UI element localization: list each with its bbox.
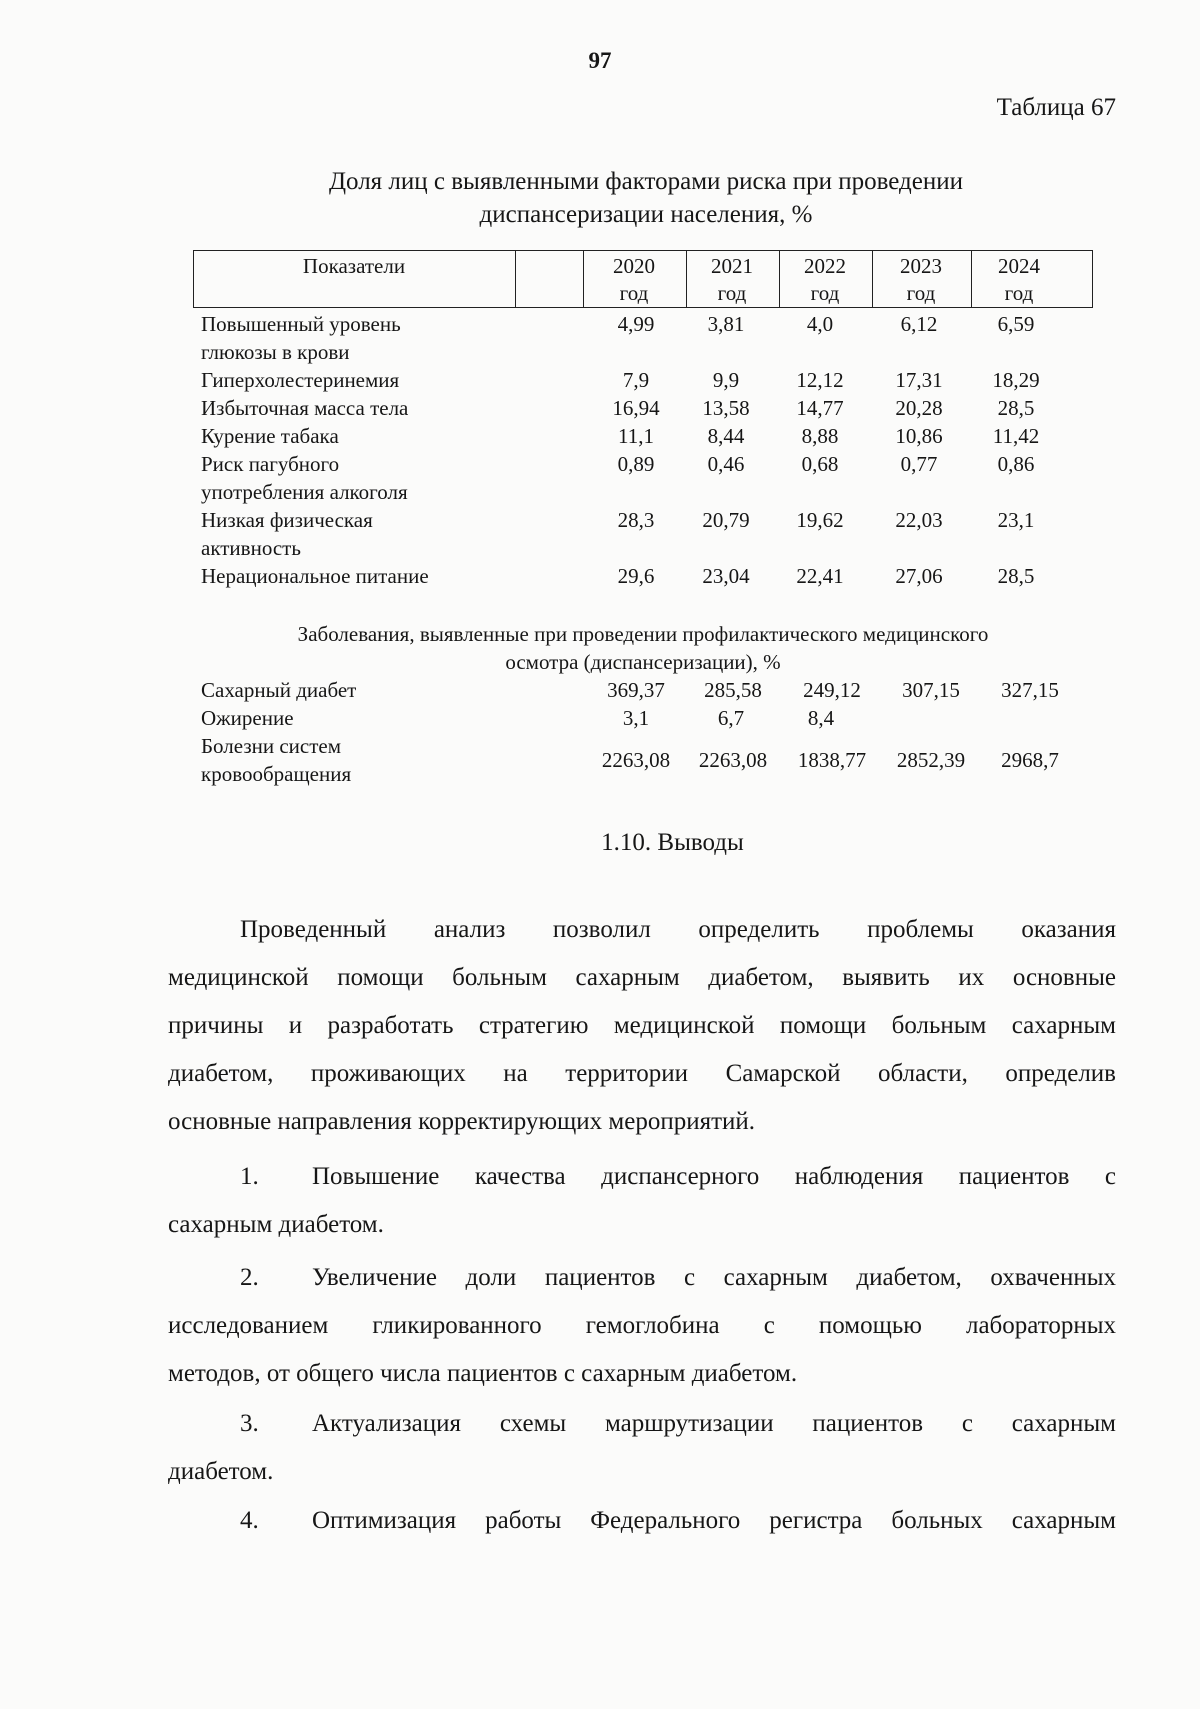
row-label xyxy=(201,450,501,506)
list-item xyxy=(168,1400,1116,1496)
row-label-line: Риск пагубного xyxy=(201,452,340,476)
cell-value: 23,04 xyxy=(702,564,750,588)
cell-value: 327,15 xyxy=(1001,678,1059,702)
cell-value: 1838,77 xyxy=(797,748,867,772)
header-year: 2021 xyxy=(711,254,753,278)
paragraph-line: Проведенный анализ позволил определить проблемы оказания xyxy=(240,916,1116,943)
cell-value: 4,0 xyxy=(806,312,834,336)
cell-value: 7,9 xyxy=(622,368,650,392)
cell-value: 28,3 xyxy=(617,508,655,532)
row-label xyxy=(201,366,501,394)
cell-value: 19,62 xyxy=(796,508,844,532)
cell-value: 249,12 xyxy=(803,678,861,702)
row-label-line: кровообращения xyxy=(201,762,352,786)
row-label xyxy=(201,422,501,450)
cell-value: 6,59 xyxy=(997,312,1035,336)
cell-value: 16,94 xyxy=(612,396,660,420)
cell-value: 20,28 xyxy=(895,396,943,420)
header-year-2023 xyxy=(871,253,971,307)
row-label-line: употребления алкоголя xyxy=(201,480,408,504)
paragraph-line: основные направления корректирующих мероприятий. xyxy=(168,1108,756,1135)
row-label-line: Низкая физическая xyxy=(201,508,373,532)
cell-value: 11,42 xyxy=(992,424,1040,448)
table-header xyxy=(193,250,1093,308)
header-year-unit: год xyxy=(810,281,840,305)
header-year-2022 xyxy=(775,253,875,307)
cell-value: 6,12 xyxy=(900,312,938,336)
row-label xyxy=(201,394,501,422)
risk-factors-table xyxy=(193,250,1093,588)
disease-subtitle-line: осмотра (диспансеризации), % xyxy=(505,650,781,674)
header-year-unit: год xyxy=(717,281,747,305)
list-item-number: 1. xyxy=(240,1163,259,1190)
cell-value: 12,12 xyxy=(796,368,844,392)
row-label xyxy=(201,676,501,704)
cell-value: 0,77 xyxy=(900,452,938,476)
row-label xyxy=(201,562,501,590)
row-label-line: активность xyxy=(201,536,301,560)
list-item-number: 2. xyxy=(240,1264,259,1291)
header-indicators: Показатели xyxy=(302,254,406,278)
cell-value: 0,68 xyxy=(801,452,839,476)
disease-subtitle-line: Заболевания, выявленные при проведении профилактического медицинского xyxy=(297,622,989,646)
cell-value: 2968,7 xyxy=(1001,748,1059,772)
row-label-line: Нерациональное питание xyxy=(201,564,429,588)
row-label xyxy=(201,310,501,366)
header-year-unit: год xyxy=(1004,281,1034,305)
cell-value: 2852,39 xyxy=(896,748,966,772)
cell-value: 11,1 xyxy=(618,424,654,448)
table-label: Таблица 67 xyxy=(996,94,1116,121)
disease-subtitle xyxy=(193,620,1093,676)
list-item xyxy=(168,1254,1116,1398)
section-heading: 1.10. Выводы xyxy=(601,829,744,856)
cell-value: 8,4 xyxy=(807,706,835,730)
header-year-unit: год xyxy=(906,281,936,305)
cell-value: 2263,08 xyxy=(698,748,768,772)
paragraph-line: сахарным диабетом. xyxy=(168,1211,384,1238)
cell-value: 0,86 xyxy=(997,452,1035,476)
cell-value: 369,37 xyxy=(607,678,665,702)
cell-value: 3,1 xyxy=(622,706,650,730)
cell-value: 3,81 xyxy=(707,312,745,336)
cell-value: 9,9 xyxy=(712,368,740,392)
page-number: 97 xyxy=(588,48,612,73)
table-title-line: диспансеризации населения, % xyxy=(479,201,813,228)
list-item-text: Актуализация схемы маршрутизации пациентов с сахарным xyxy=(312,1410,1116,1437)
list-item-text: Повышение качества диспансерного наблюдения пациентов с xyxy=(312,1163,1116,1190)
cell-value: 0,46 xyxy=(707,452,745,476)
row-label-line: Повышенный уровень xyxy=(201,312,401,336)
paragraph-line: исследованием гликированного гемоглобина с помощью лабораторных xyxy=(168,1312,1116,1339)
paragraph-line xyxy=(168,1254,1116,1302)
row-label-line: глюкозы в крови xyxy=(201,340,350,364)
paragraph-line: причины и разработать стратегию медицинской помощи больным сахарным xyxy=(168,1012,1116,1039)
intro-paragraph xyxy=(168,906,1116,1146)
paragraph-line: диабетом. xyxy=(168,1458,274,1485)
cell-value: 8,88 xyxy=(801,424,839,448)
cell-value: 20,79 xyxy=(702,508,750,532)
header-year: 2022 xyxy=(804,254,846,278)
cell-value: 285,58 xyxy=(704,678,762,702)
paragraph-line: методов, от общего числа пациентов с сахарным диабетом. xyxy=(168,1360,798,1387)
cell-value: 18,29 xyxy=(992,368,1040,392)
header-year: 2020 xyxy=(613,254,655,278)
list-item xyxy=(168,1497,1116,1545)
cell-value: 4,99 xyxy=(617,312,655,336)
row-label-line: Сахарный диабет xyxy=(201,678,357,702)
row-label-line: Гиперхолестеринемия xyxy=(201,368,400,392)
cell-value: 29,6 xyxy=(617,564,655,588)
cell-value: 22,03 xyxy=(895,508,943,532)
paragraph-line: диабетом, проживающих на территории Самарской области, определив xyxy=(168,1060,1116,1087)
cell-value: 6,7 xyxy=(717,706,745,730)
header-year-unit: год xyxy=(619,281,649,305)
list-item-number: 3. xyxy=(240,1410,259,1437)
cell-value: 17,31 xyxy=(895,368,943,392)
cell-value: 8,44 xyxy=(707,424,745,448)
cell-value: 14,77 xyxy=(796,396,844,420)
cell-value: 307,15 xyxy=(902,678,960,702)
list-item-text: Оптимизация работы Федерального регистра больных сахарным xyxy=(312,1507,1116,1534)
header-year: 2024 xyxy=(998,254,1040,278)
paragraph-line xyxy=(168,1400,1116,1448)
header-year-2024 xyxy=(969,253,1069,307)
cell-value: 10,86 xyxy=(895,424,943,448)
row-label-line: Ожирение xyxy=(201,706,294,730)
cell-value: 23,1 xyxy=(997,508,1035,532)
cell-value: 0,89 xyxy=(617,452,655,476)
paragraph-line: медицинской помощи больным сахарным диабетом, выявить их основные xyxy=(168,964,1116,991)
cell-value: 28,5 xyxy=(997,564,1035,588)
cell-value: 28,5 xyxy=(997,396,1035,420)
list-item-number: 4. xyxy=(240,1507,259,1534)
table-header-divider xyxy=(515,250,516,308)
header-year-2020 xyxy=(584,253,684,307)
row-label xyxy=(201,506,501,562)
row-label-line: Курение табака xyxy=(201,424,339,448)
row-label-line: Болезни систем xyxy=(201,734,342,758)
table-title-line: Доля лиц с выявленными факторами риска при проведении xyxy=(328,168,964,195)
list-item xyxy=(168,1153,1116,1249)
table-title xyxy=(180,165,1112,231)
row-label xyxy=(201,732,501,788)
list-item-text: Увеличение доли пациентов с сахарным диабетом, охваченных xyxy=(312,1264,1116,1291)
paragraph-line xyxy=(168,1497,1116,1545)
header-year: 2023 xyxy=(900,254,942,278)
row-label xyxy=(201,704,501,732)
row-label-line: Избыточная масса тела xyxy=(201,396,409,420)
cell-value: 13,58 xyxy=(702,396,750,420)
paragraph-line xyxy=(168,1153,1116,1201)
header-year-2021 xyxy=(682,253,782,307)
cell-value: 2263,08 xyxy=(601,748,671,772)
cell-value: 22,41 xyxy=(796,564,844,588)
cell-value: 27,06 xyxy=(895,564,943,588)
